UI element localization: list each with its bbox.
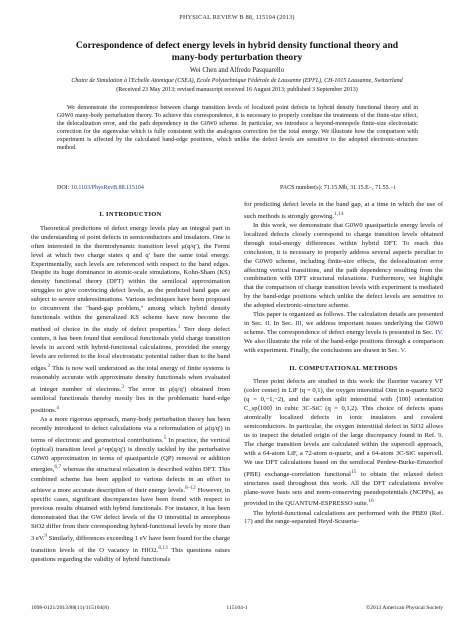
text-span: However, in specific cases, significant discrepancies have been found with respect to previous results obtained with hybrid functionals. For instance, it has been demonstrated that the GW defect levels of the O interstitial in amorphous SiO2 differ from their corresponding hybrid-functional levels by more than 3 eV. xyxy=(31,487,230,543)
text-span: ) and the range-separated Heyd-Scuseria- xyxy=(250,518,359,526)
text-span: Terr deep defect centers, it has been found that semilocal functionals yield charge transition levels in accord with hybrid-functional calculations, provided the energy levels are referred to the local electrostatic potential rather than to the band edges. xyxy=(31,326,230,372)
right-column xyxy=(244,201,443,527)
intro-continuation xyxy=(244,201,443,222)
pacs-numbers: PACS number(s): 71.15.Mb, 31.15.E−, 71.55.−i xyxy=(280,185,396,191)
left-column xyxy=(31,208,230,565)
citation[interactable]: 8,13 xyxy=(158,545,168,552)
received-dates: (Received 23 May 2013; revised manuscript received 16 August 2013; published 3 September 2013) xyxy=(116,87,358,93)
citation[interactable]: 16 xyxy=(368,498,374,505)
citation[interactable]: 9 xyxy=(44,533,48,540)
citation[interactable]: 5 xyxy=(163,434,167,441)
text-span: Theoretical predictions of defect energy levels play an integral part in the understanding of point defects in semiconductors and insulators. One is often interested in the thermodynamic transition level μ(q/q′), the Fermi level at which two charge states q and q′ bare the same total energy. Experimentally, such levels are referenced with respect to the band edges. Despite its huge dominance in atomic-scale simulations, Kohn-Sham (KS) density functional theory (DFT) within the semilocal approximation struggles to give convincing defect levels, as the predicted band gaps are subject to severe underestimations. Various techniques have been proposed to circumvent the "band-gap problem," among which hybrid density functionals within the generalized KS scheme have now become the method of choice in the study of defect properties. xyxy=(31,224,230,334)
intro-paragraph-4 xyxy=(244,311,443,356)
doi-link[interactable]: 10.1103/PhysRevB.88.115104 xyxy=(70,185,144,191)
text-span: The hybrid-functional calculations are performed with the PBE0 (Ref. xyxy=(253,509,443,517)
text-span: whereas the structural relaxation is described within DFT. This combined scheme has been applied to various defects in an effort to achieve a more accurate description of their energy levels. xyxy=(31,466,230,495)
footer-copyright: ©2013 American Physical Society xyxy=(365,605,443,611)
affiliation: Chaire de Simulation à l'Echelle Atomique (CSEA), Ecole Polytechnique Fédérale de Lausanne (EPFL), CH-1015 Lausanne, Switzerland xyxy=(71,78,403,84)
text-span: . xyxy=(404,346,407,354)
citation[interactable]: 8–12 xyxy=(184,485,196,492)
paper-title: Correspondence of defect energy levels in hybrid density functional theory and many-body perturbation theory xyxy=(75,40,399,63)
text-span: to obtain the relaxed defect structures used throughout this work. All the DFT calculations involve plane-wave basis sets and norm-conserving pseudopotentials (NCPPs), as provided in the QUANTUM-ESPRESSO suite. xyxy=(244,470,443,508)
intro-paragraph-3: In this work, we demonstrate that G0W0 quasiparticle energy levels of localized defects closely correspond to charge transition levels obtained through total-energy differences within hybrid DFT. To reach this conclusion, it is necessary to properly address several aspects peculiar to the G0W0 scheme, including finite-size effects, the delocalization error affecting vertical transitions, and the path dependency resulting from the combination with DFT structural relaxations. Furthermore, we highlight that the comparison of charge transition levels with experiment is mediated by the band-edge positions which unlike the defect levels are sensitive to the adopted electronic-structure scheme. xyxy=(244,221,443,310)
section-methods-title: II. COMPUTATIONAL METHODS xyxy=(289,364,398,372)
text-span: As a more rigorous approach, many-body perturbation theory has been recently introduced to defect calculations via a reformulation of μ(q/q′) in terms of electronic and geometrical contributions. xyxy=(31,415,230,444)
citation[interactable]: 6,7 xyxy=(54,464,62,471)
section-introduction-title: I. INTRODUCTION xyxy=(99,211,162,218)
text-span: for predicting defect levels in the band gap, at a time in which the use of such methods is strongly growing. xyxy=(244,201,443,221)
intro-paragraph-2 xyxy=(31,416,230,565)
text-span: , we address important issues underlying the G0W0 scheme. The correspondence of defect energy levels is presented in Sec. xyxy=(244,319,443,336)
intro-paragraph-1 xyxy=(31,225,230,416)
text-span: The error in μ(q/q′) obtained from semilocal functionals thereby mostly lies in the problematic band-edge positions. xyxy=(31,385,230,414)
doi-label: DOI: xyxy=(57,185,70,191)
reference-link[interactable]: 9 xyxy=(438,431,442,439)
citation[interactable]: 1,14 xyxy=(334,210,344,217)
text-span: . In Sec. xyxy=(269,319,296,327)
reference-link[interactable]: 17 xyxy=(244,518,251,526)
methods-paragraph-2 xyxy=(244,510,443,528)
section-link[interactable]: IV xyxy=(435,328,442,336)
citation[interactable]: 3 xyxy=(121,383,125,390)
authors: Wei Chen and Alfredo Pasquarello xyxy=(189,67,285,74)
text-span: This is now well understood as the total energy of finite systems is reasonably accurate with approximate density functionals when evaluated at integer number of electrons. xyxy=(31,364,230,393)
citation[interactable]: 4 xyxy=(56,404,60,411)
footer-issn: 1098-0121/2013/88(11)/115104(8) xyxy=(31,605,109,611)
text-span: Three point defects are studied in this work: the fluorine vacancy VF (color center) in LiF (q = 0,1), the oxygen interstitial Oint in α-quartz SiO2 (q = 0,−1,−2), and the carbon split interstitial with ⟨100⟩ orientation C_sp⟨100⟩ in cubic 3C-SiC (q = 0,1,2). This choice of defects spans atomically localized defects in ionic insulators and covalent semiconductors. In particular, the oxygen interstitial defect in SiO2 allows us to inspect the detailed origin of the large discrepancy found in Ref. xyxy=(244,378,443,439)
text-span: . The charge transition levels are calculated within the supercell approach, with a 64-atom LiF, a 72-atom α-quartz, and a 64-atom 3C-SiC supercell. We use DFT calculations based on the semilocal Perdew-Burke-Ernzerhof (PBE) exchange-correlation functional xyxy=(244,431,443,478)
text-span: This questions raises questions regarding the validity of hybrid functionals xyxy=(31,547,230,564)
methods-paragraph-1 xyxy=(244,378,443,509)
text-span: In practice, the vertical (optical) transition level μ^op(q/q′) is directly tackled by the perturbative G0W0 approximation in terms of quasiparticle (QP) removal or addition energies, xyxy=(31,436,230,474)
text-span: . We also illustrate the role of the band-edge positions through a comparison with experiment. Finally, the conclusions are drawn in Sec. xyxy=(244,328,443,354)
running-head: PHYSICAL REVIEW B 88, 115104 (2013) xyxy=(179,14,295,21)
abstract: We demonstrate the correspondence between charge transition levels of localized point defects in hybrid density functional theory and in G0W0 many-body perturbation theory. To achieve this correspondence, it is necessary to properly combine the treatments of the finite-size effect, the delocalization error, and the path dependency in the G0W0 scheme. In particular, we introduce a beyond-monopole finite-size electrostatic correction for the eigenvalue which is fully consistent with the analogous correction for the total energy. We illustrate how the comparison with experiment is affected by the calculated band-edge positions, which unlike the defect levels are sensitive to the adopted electronic-structure method. xyxy=(57,105,418,152)
section-link[interactable]: V xyxy=(400,346,405,354)
text-span: This paper is organized as follows. The calculation details are presented in Sec. xyxy=(244,311,443,327)
text-span: Similarly, differences exceeding 1 eV have been found for the charge transition levels of the O vacancy in HfO2. xyxy=(31,535,230,555)
section-link[interactable]: II xyxy=(265,319,270,327)
citation[interactable]: 1 xyxy=(177,323,181,330)
doi-line xyxy=(57,185,144,191)
section-link[interactable]: III xyxy=(295,319,302,327)
citation[interactable]: 2 xyxy=(47,362,51,369)
footer-page-number: 115104-1 xyxy=(226,605,248,611)
citation[interactable]: 15 xyxy=(350,468,357,475)
